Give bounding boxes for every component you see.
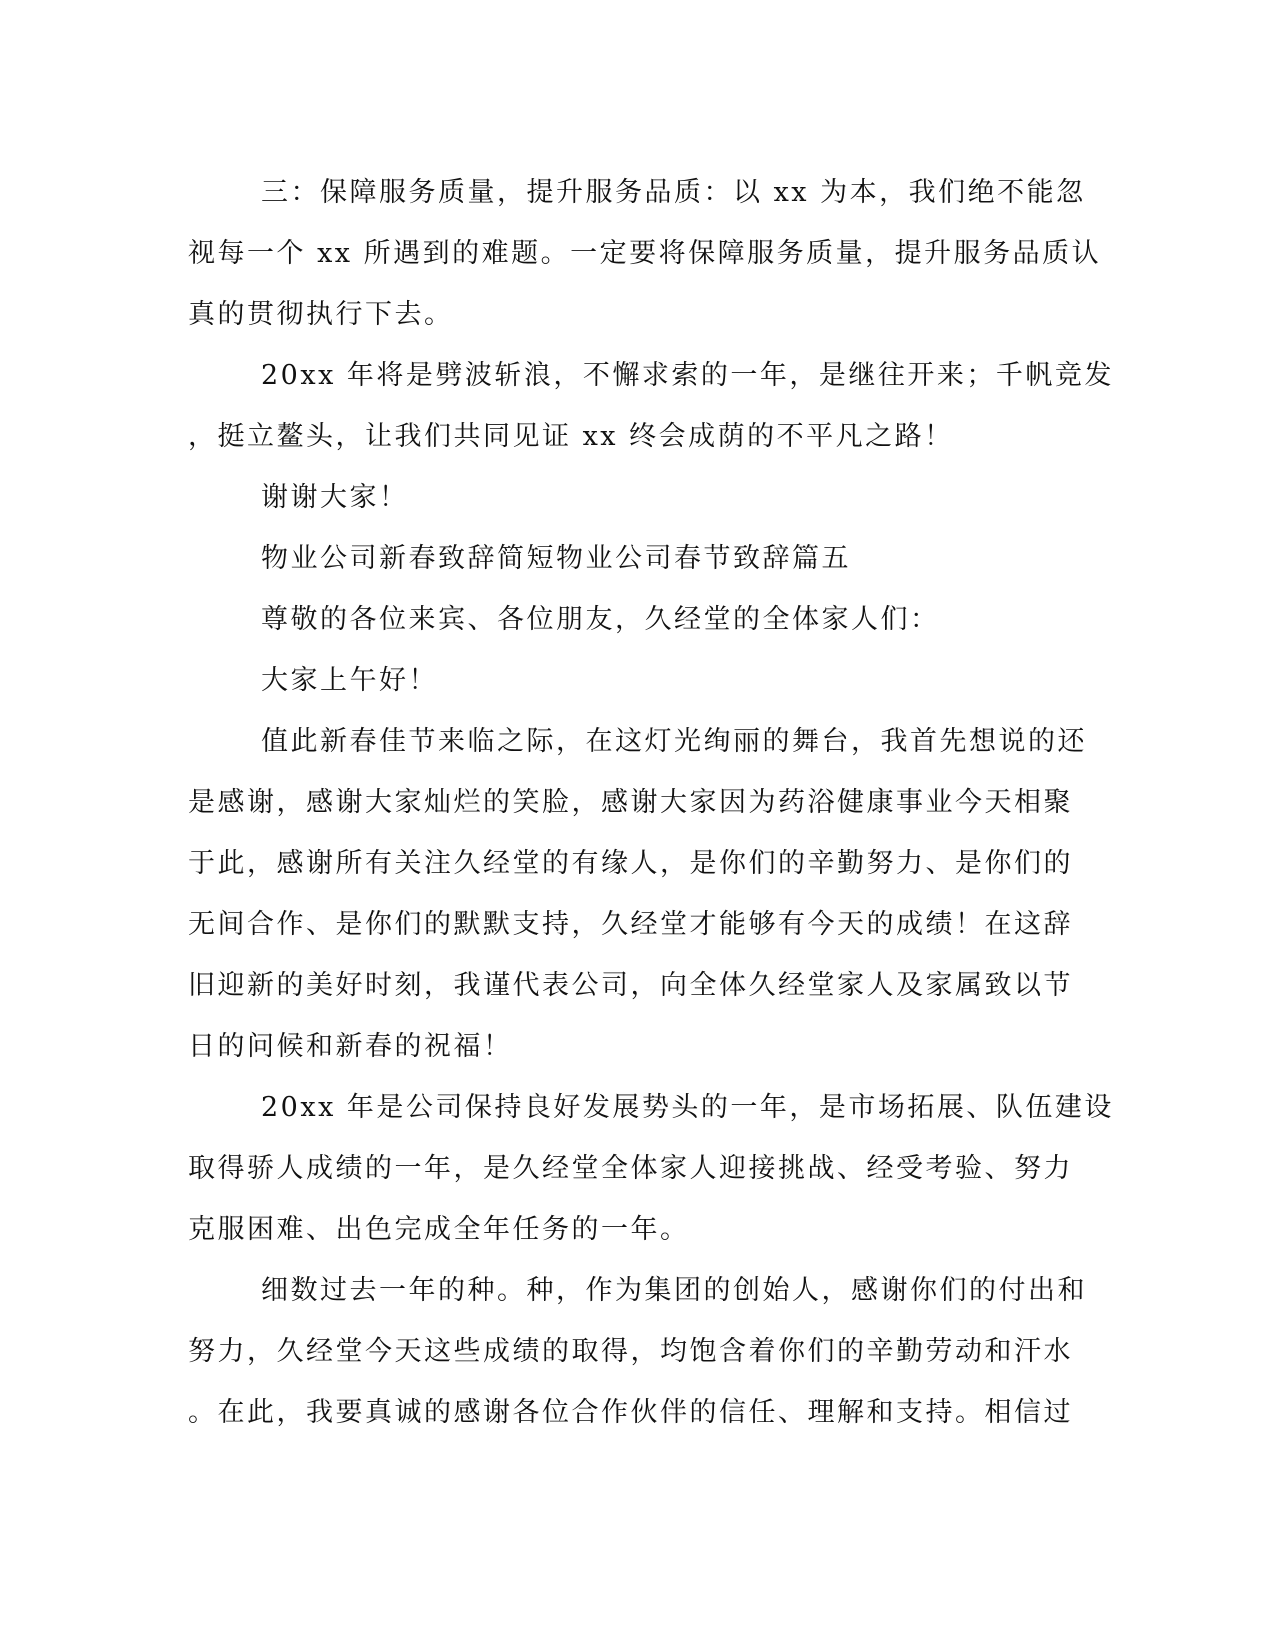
text-line: 三：保障服务质量，提升服务品质：以 xx 为本，我们绝不能忽 — [261, 177, 1086, 208]
text-line: 是感谢，感谢大家灿烂的笑脸，感谢大家因为药浴健康事业今天相聚 — [188, 787, 1073, 818]
text-line: 日的问候和新春的祝福！ — [188, 1031, 513, 1062]
text-line: 谢谢大家！ — [261, 482, 409, 513]
text-line: 真的贯彻执行下去。 — [188, 299, 454, 330]
text-line: 尊敬的各位来宾、各位朋友，久经堂的全体家人们： — [261, 604, 940, 635]
text-line: 物业公司新春致辞简短物业公司春节致辞篇五 — [261, 543, 851, 574]
text-line: 大家上午好！ — [261, 665, 438, 696]
text-line: 旧迎新的美好时刻，我谨代表公司，向全体久经堂家人及家属致以节 — [188, 970, 1073, 1001]
text-line: 取得骄人成绩的一年，是久经堂全体家人迎接挑战、经受考验、努力 — [188, 1153, 1073, 1184]
text-line: 值此新春佳节来临之际，在这灯光绚丽的舞台，我首先想说的还 — [261, 726, 1087, 757]
text-line: 于此，感谢所有关注久经堂的有缘人，是你们的辛勤努力、是你们的 — [188, 848, 1073, 879]
text-line: 努力，久经堂今天这些成绩的取得，均饱含着你们的辛勤劳动和汗水 — [188, 1336, 1073, 1367]
text-line: ，挺立鳌头，让我们共同见证 xx 终会成荫的不平凡之路！ — [188, 421, 954, 452]
text-line: 20xx 年将是劈波斩浪，不懈求索的一年，是继往开来；千帆竞发 — [261, 360, 1114, 391]
text-line: 。在此，我要真诚的感谢各位合作伙伴的信任、理解和支持。相信过 — [188, 1397, 1073, 1428]
text-line: 细数过去一年的种。种，作为集团的创始人，感谢你们的付出和 — [261, 1275, 1087, 1306]
text-line: 20xx 年是公司保持良好发展势头的一年，是市场拓展、队伍建设 — [261, 1092, 1114, 1123]
text-line: 克服困难、出色完成全年任务的一年。 — [188, 1214, 690, 1245]
text-line: 视每一个 xx 所遇到的难题。一定要将保障服务质量，提升服务品质认 — [188, 238, 1102, 269]
text-line: 无间合作、是你们的默默支持，久经堂才能够有今天的成绩！在这辞 — [188, 909, 1073, 940]
document-body — [188, 162, 1114, 1443]
